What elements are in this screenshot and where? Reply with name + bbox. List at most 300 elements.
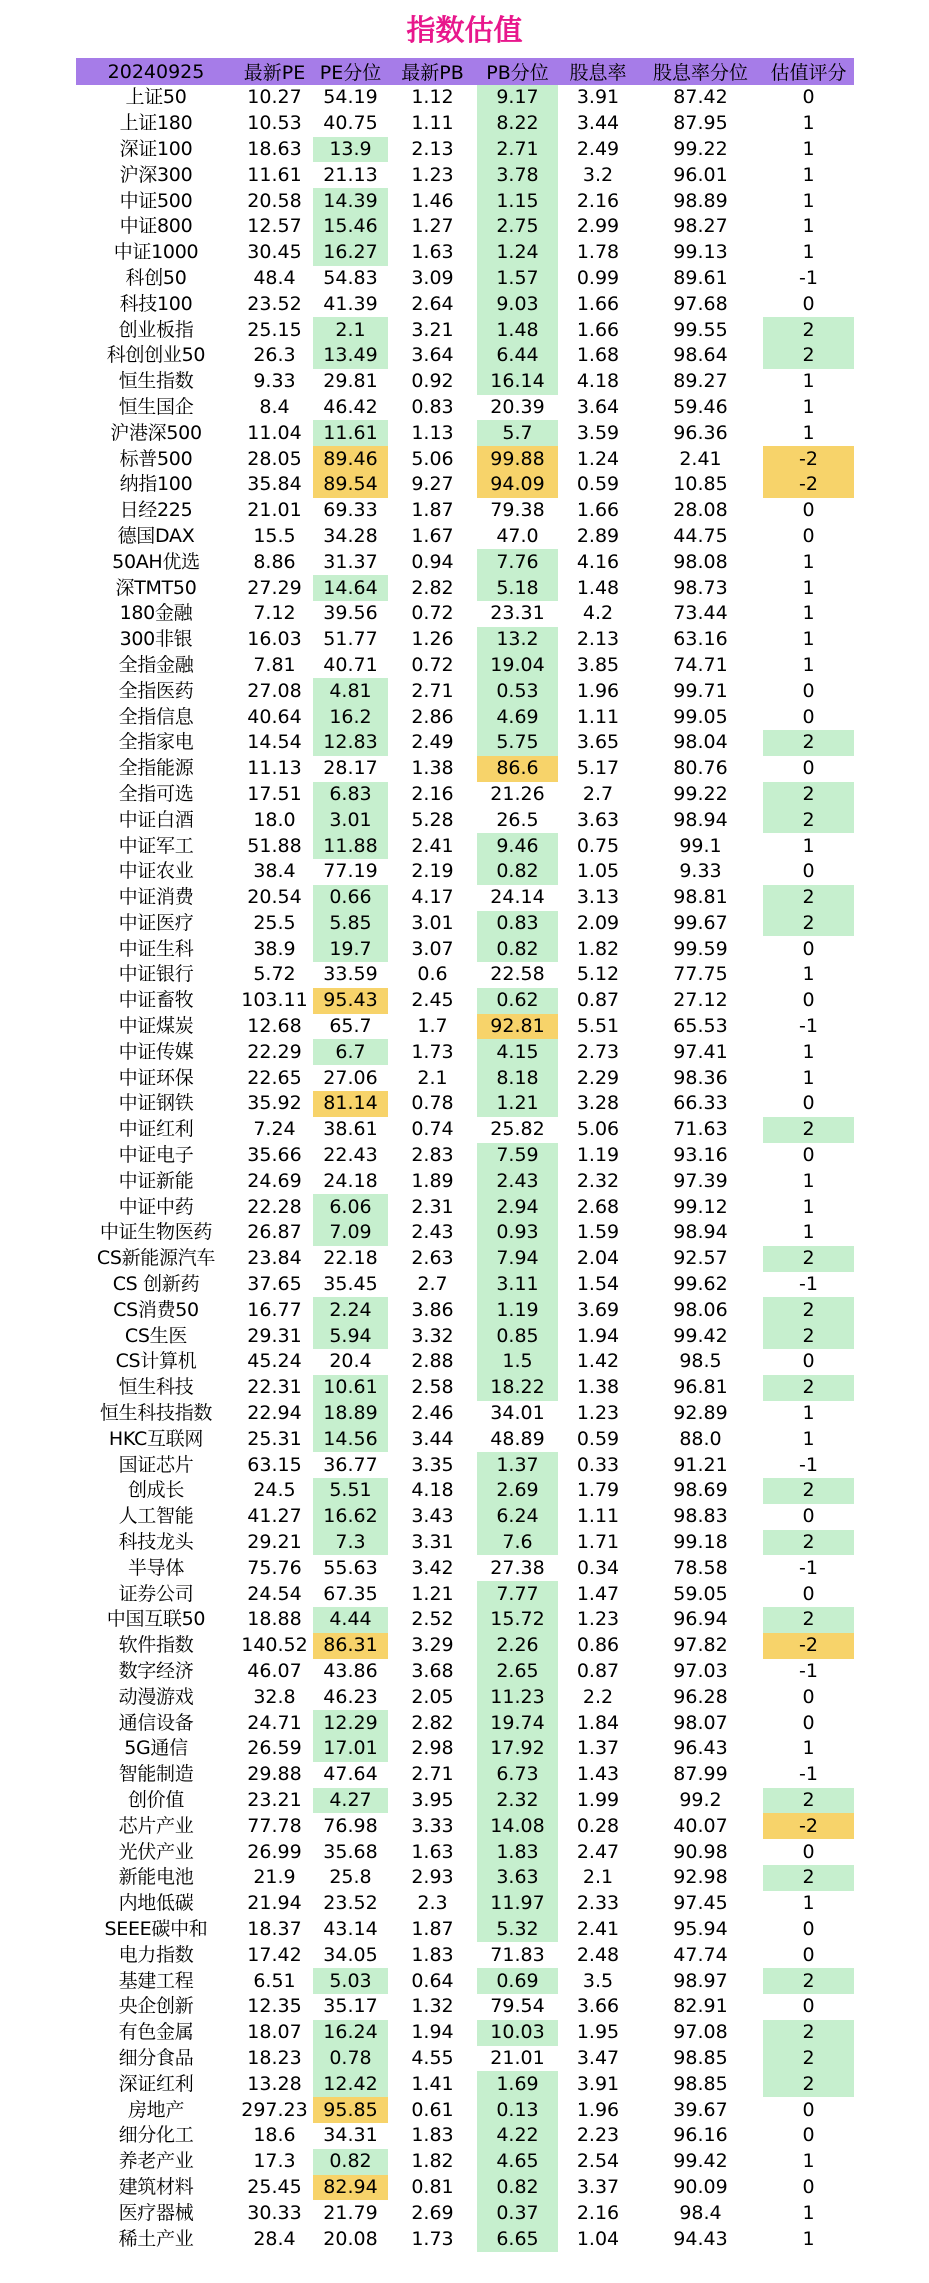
latest-pe-cell: 46.07 (247, 1660, 302, 1682)
latest-pe-cell: 22.65 (247, 1066, 302, 1089)
index-name-cell: 深TMT50 (115, 576, 197, 599)
pe-percentile-cell: 2.24 (313, 1297, 388, 1323)
latest-pb-cell: 3.86 (411, 1298, 454, 1321)
table-row (76, 1117, 854, 1143)
table-row (76, 859, 854, 885)
latest-pe-cell: 21.9 (253, 1866, 296, 1889)
index-name-cell: 中证煤炭 (118, 1015, 194, 1038)
valuation-score-cell: 0 (802, 86, 815, 109)
table-row (76, 1942, 854, 1968)
index-name-cell: 芯片产业 (118, 1814, 194, 1837)
table-row (76, 1504, 854, 1530)
table-row (76, 2200, 854, 2226)
latest-pb-cell: 4.18 (411, 1479, 454, 1502)
pb-percentile-cell: 10.03 (477, 2020, 558, 2046)
header-row (76, 58, 854, 85)
pb-percentile-cell: 1.21 (477, 1091, 558, 1117)
valuation-score-cell: -2 (763, 1813, 854, 1839)
index-name-cell: 全指信息 (118, 705, 194, 728)
table-row (76, 266, 854, 292)
table-row (76, 962, 854, 988)
table-row (76, 137, 854, 163)
index-name-cell: 中证500 (119, 189, 193, 212)
latest-pe-cell: 5.72 (253, 963, 296, 986)
pe-percentile-cell: 25.8 (329, 1866, 372, 1889)
pe-percentile-cell: 14.39 (313, 188, 388, 214)
pe-percentile-cell: 18.89 (313, 1401, 388, 1427)
dividend-yield-cell: 0.59 (576, 473, 620, 496)
valuation-score-cell: 2 (763, 1788, 854, 1814)
index-name-cell: 中证1000 (113, 241, 199, 264)
dividend-percentile-cell: 96.01 (673, 163, 728, 186)
latest-pe-cell: 10.27 (247, 86, 302, 109)
pe-percentile-cell: 47.64 (323, 1763, 378, 1786)
dividend-yield-cell: 3.66 (576, 1995, 620, 2018)
pe-percentile-cell: 34.28 (323, 524, 378, 547)
dividend-percentile-cell: 99.22 (673, 137, 728, 160)
valuation-score-cell: 2 (763, 782, 854, 808)
valuation-score-cell: 1 (802, 1892, 815, 1915)
index-name-cell: 稀土产业 (118, 2227, 194, 2250)
table-row (76, 2071, 854, 2097)
latest-pe-cell: 18.07 (247, 2021, 302, 2044)
pe-percentile-cell: 22.18 (323, 1247, 378, 1270)
index-name-cell: 创成长 (127, 1479, 185, 1502)
dividend-percentile-cell: 98.04 (673, 731, 728, 754)
pe-percentile-cell: 10.61 (313, 1375, 388, 1401)
latest-pb-cell: 1.83 (411, 1943, 454, 1966)
valuation-score-cell: 0 (802, 679, 815, 702)
valuation-score-cell: 1 (802, 215, 815, 238)
latest-pb-cell: 1.73 (411, 1040, 454, 1063)
index-name-cell: 恒生指数 (118, 370, 194, 393)
pb-percentile-cell: 0.53 (477, 678, 558, 704)
latest-pb-cell: 2.88 (411, 1350, 454, 1373)
table-row (76, 343, 854, 369)
index-name-cell: 数字经济 (118, 1660, 194, 1682)
valuation-score-cell: -2 (763, 472, 854, 498)
table-row (76, 1478, 854, 1504)
pb-percentile-cell: 6.65 (477, 2226, 558, 2252)
pb-percentile-cell: 2.43 (477, 1168, 558, 1194)
pe-percentile-cell: 29.81 (323, 370, 378, 393)
pb-percentile-cell: 2.65 (477, 1659, 558, 1685)
latest-pe-cell: 51.88 (247, 834, 302, 857)
latest-pb-cell: 2.98 (411, 1737, 454, 1760)
latest-pb-cell: 1.82 (411, 2150, 454, 2173)
table-row (76, 188, 854, 214)
pe-percentile-cell: 43.86 (323, 1660, 378, 1682)
pe-percentile-cell: 19.7 (313, 936, 388, 962)
latest-pb-cell: 2.82 (411, 576, 454, 599)
latest-pe-cell: 8.86 (253, 550, 296, 573)
index-name-cell: 中证军工 (118, 834, 194, 857)
pb-percentile-cell: 21.01 (490, 2046, 545, 2069)
pb-percentile-cell: 19.74 (477, 1710, 558, 1736)
latest-pb-cell: 3.21 (411, 318, 454, 341)
latest-pb-cell: 0.72 (411, 653, 454, 676)
dividend-percentile-cell: 98.36 (673, 1066, 728, 1089)
latest-pe-cell: 21.94 (247, 1892, 302, 1915)
dividend-percentile-cell: 59.05 (673, 1582, 728, 1605)
dividend-yield-cell: 1.43 (576, 1763, 620, 1786)
valuation-score-cell: 0 (802, 2175, 815, 2198)
dividend-percentile-cell: 99.67 (673, 911, 728, 934)
valuation-score-cell: 1 (802, 370, 815, 393)
dividend-yield-cell: 2.73 (576, 1040, 620, 1063)
latest-pb-cell: 3.31 (411, 1531, 454, 1554)
dividend-yield-cell: 2.48 (576, 1943, 620, 1966)
latest-pb-cell: 0.81 (411, 2175, 454, 2198)
table-row (76, 1659, 854, 1685)
latest-pb-cell: 2.7 (417, 1273, 448, 1296)
dividend-yield-cell: 1.68 (576, 344, 620, 367)
pb-percentile-cell: 94.09 (477, 472, 558, 498)
pb-percentile-cell: 14.08 (477, 1813, 558, 1839)
pb-percentile-cell: 0.13 (477, 2097, 558, 2123)
dividend-yield-cell: 1.59 (576, 1221, 620, 1244)
dividend-percentile-cell: 98.85 (673, 2072, 728, 2095)
latest-pb-cell: 3.29 (411, 1634, 454, 1657)
dividend-yield-cell: 2.04 (576, 1247, 620, 1270)
latest-pb-cell: 1.12 (411, 86, 454, 109)
table-body (76, 85, 854, 2252)
dividend-percentile-cell: 65.53 (673, 1015, 728, 1038)
dividend-percentile-cell: 63.16 (673, 628, 728, 651)
dividend-percentile-cell: 92.57 (673, 1247, 728, 1270)
latest-pb-cell: 3.44 (411, 1427, 454, 1450)
valuation-score-cell: 0 (802, 937, 815, 960)
valuation-score-cell: -2 (763, 1633, 854, 1659)
dividend-yield-cell: 0.34 (576, 1556, 620, 1579)
pb-percentile-cell: 1.5 (477, 1349, 558, 1375)
table-row (76, 1994, 854, 2020)
table-row (76, 1194, 854, 1220)
index-name-cell: 标普500 (119, 447, 193, 470)
pe-percentile-cell: 89.54 (313, 472, 388, 498)
dividend-percentile-cell: 74.71 (673, 653, 728, 676)
valuation-score-cell: 2 (763, 1530, 854, 1556)
pb-percentile-cell: 19.04 (477, 653, 558, 679)
latest-pe-cell: 12.35 (247, 1995, 302, 2018)
valuation-score-cell: 0 (802, 1995, 815, 2018)
dividend-yield-cell: 1.11 (576, 1505, 620, 1528)
dividend-yield-cell: 1.11 (576, 705, 620, 728)
table-row (76, 988, 854, 1014)
table-row (76, 936, 854, 962)
table-row (76, 1710, 854, 1736)
pb-percentile-cell: 8.18 (477, 1065, 558, 1091)
dividend-yield-cell: 1.79 (576, 1479, 620, 1502)
latest-pb-cell: 2.63 (411, 1247, 454, 1270)
latest-pe-cell: 38.9 (253, 937, 296, 960)
pb-percentile-cell: 2.94 (477, 1194, 558, 1220)
table-row (76, 1813, 854, 1839)
dividend-percentile-cell: 97.82 (673, 1634, 728, 1657)
dividend-yield-cell: 1.54 (576, 1273, 620, 1296)
latest-pe-cell: 103.11 (241, 989, 308, 1012)
latest-pb-cell: 1.13 (411, 421, 454, 444)
dividend-percentile-cell: 82.91 (673, 1995, 728, 2018)
pe-percentile-cell: 16.24 (313, 2020, 388, 2046)
index-name-cell: 沪深300 (119, 163, 193, 186)
pe-percentile-cell: 3.01 (313, 807, 388, 833)
latest-pe-cell: 7.81 (253, 653, 296, 676)
index-name-cell: 恒生科技 (118, 1376, 194, 1399)
valuation-score-cell: 1 (802, 163, 815, 186)
index-name-cell: 细分食品 (118, 2046, 194, 2069)
dividend-percentile-cell: 39.67 (673, 2098, 728, 2121)
dividend-yield-cell: 2.47 (576, 1840, 620, 1863)
latest-pe-cell: 18.23 (247, 2046, 302, 2069)
latest-pb-cell: 2.45 (411, 989, 454, 1012)
valuation-score-cell: 2 (763, 317, 854, 343)
valuation-score-cell: 1 (802, 1402, 815, 1425)
latest-pb-cell: 4.55 (411, 2046, 454, 2069)
latest-pe-cell: 22.31 (247, 1376, 302, 1399)
pe-percentile-cell: 5.85 (313, 911, 388, 937)
latest-pe-cell: 17.51 (247, 782, 302, 805)
dividend-yield-cell: 3.59 (576, 421, 620, 444)
index-name-cell: 科技100 (119, 292, 193, 315)
dividend-percentile-cell: 98.07 (673, 1711, 728, 1734)
dividend-yield-cell: 3.2 (582, 163, 614, 186)
pe-percentile-cell: 6.06 (313, 1194, 388, 1220)
pe-percentile-cell: 0.78 (313, 2046, 388, 2072)
latest-pb-cell: 2.13 (411, 137, 454, 160)
latest-pe-cell: 24.54 (247, 1582, 302, 1605)
valuation-score-cell: 2 (763, 2071, 854, 2097)
latest-pb-cell: 2.1 (417, 1066, 448, 1089)
index-name-cell: 央企创新 (118, 1995, 194, 2018)
latest-pe-cell: 16.77 (247, 1298, 302, 1321)
pb-percentile-cell: 0.69 (477, 1968, 558, 1994)
pb-percentile-cell: 48.89 (490, 1427, 545, 1450)
table-row (76, 730, 854, 756)
valuation-score-cell: 0 (802, 1685, 815, 1708)
dividend-yield-cell: 3.5 (582, 1969, 614, 1992)
pb-percentile-cell: 7.77 (477, 1581, 558, 1607)
index-name-cell: 深证100 (119, 137, 193, 160)
latest-pb-cell: 1.89 (411, 1169, 454, 1192)
pe-percentile-cell: 35.45 (323, 1273, 378, 1296)
index-name-cell: 全指医药 (118, 679, 194, 702)
dividend-percentile-cell: 98.83 (673, 1505, 728, 1528)
dividend-yield-cell: 2.09 (576, 911, 620, 934)
dividend-yield-cell: 1.94 (576, 1324, 620, 1347)
latest-pe-cell: 297.23 (241, 2098, 308, 2121)
valuation-score-cell: 1 (802, 1040, 815, 1063)
table-row (76, 1220, 854, 1246)
dividend-percentile-cell: 99.18 (673, 1531, 728, 1554)
dividend-percentile-cell: 99.05 (673, 705, 728, 728)
valuation-score-cell: 1 (802, 189, 815, 212)
dividend-percentile-cell: 44.75 (673, 524, 728, 547)
valuation-score-cell: 1 (802, 602, 815, 625)
dividend-yield-cell: 2.1 (582, 1866, 614, 1889)
table-row (76, 214, 854, 240)
latest-pb-cell: 4.17 (411, 886, 454, 909)
valuation-score-cell: 1 (802, 112, 815, 135)
table-row (76, 549, 854, 575)
dividend-percentile-cell: 94.43 (673, 2227, 728, 2250)
latest-pe-cell: 12.68 (247, 1015, 302, 1038)
dividend-percentile-cell: 47.74 (673, 1943, 728, 1966)
dividend-percentile-cell: 98.97 (673, 1969, 728, 1992)
table-row (76, 2046, 854, 2072)
pb-percentile-cell: 4.65 (477, 2149, 558, 2175)
table-row (76, 756, 854, 782)
dividend-percentile-cell: 98.64 (673, 344, 728, 367)
table-row (76, 1065, 854, 1091)
latest-pe-cell: 40.64 (247, 705, 302, 728)
valuation-score-cell: 2 (763, 1323, 854, 1349)
pb-percentile-cell: 11.23 (477, 1684, 558, 1710)
latest-pe-cell: 23.84 (247, 1247, 302, 1270)
index-name-cell: 德国DAX (117, 524, 195, 547)
valuation-score-cell: 1 (802, 628, 815, 651)
pe-percentile-cell: 7.3 (313, 1530, 388, 1556)
dividend-yield-cell: 5.12 (576, 963, 620, 986)
valuation-score-cell: 1 (802, 2227, 815, 2250)
dividend-yield-cell: 1.84 (576, 1711, 620, 1734)
index-name-cell: 中证中药 (118, 1195, 194, 1218)
pb-percentile-cell: 0.93 (477, 1220, 558, 1246)
pe-percentile-cell: 31.37 (323, 550, 378, 573)
dividend-yield-cell: 3.91 (576, 86, 620, 109)
table-row (76, 1375, 854, 1401)
index-name-cell: 180金融 (119, 602, 193, 625)
table-row (76, 1272, 854, 1298)
dividend-yield-cell: 3.64 (576, 395, 620, 418)
table-row (76, 1917, 854, 1943)
table-row (76, 601, 854, 627)
latest-pe-cell: 7.24 (253, 1118, 296, 1141)
valuation-score-cell: 1 (802, 550, 815, 573)
pe-percentile-cell: 0.82 (313, 2149, 388, 2175)
pe-percentile-cell: 46.23 (323, 1685, 378, 1708)
pb-percentile-cell: 0.82 (477, 859, 558, 885)
latest-pb-cell: 1.63 (411, 1840, 454, 1863)
index-name-cell: 养老产业 (118, 2150, 194, 2173)
pe-percentile-cell: 11.88 (313, 833, 388, 859)
dividend-percentile-cell: 98.27 (673, 215, 728, 238)
index-name-cell: 沪港深500 (110, 421, 202, 444)
latest-pb-cell: 2.31 (411, 1195, 454, 1218)
dividend-yield-cell: 2.23 (576, 2124, 620, 2147)
latest-pe-cell: 25.45 (247, 2175, 302, 2198)
latest-pb-cell: 2.86 (411, 705, 454, 728)
pb-percentile-cell: 2.32 (477, 1788, 558, 1814)
latest-pe-cell: 22.94 (247, 1402, 302, 1425)
pe-percentile-cell: 5.94 (313, 1323, 388, 1349)
pb-percentile-cell: 11.97 (477, 1891, 558, 1917)
dividend-yield-cell: 3.69 (576, 1298, 620, 1321)
dividend-yield-cell: 2.68 (576, 1195, 620, 1218)
table-row (76, 2123, 854, 2149)
dividend-percentile-cell: 71.63 (673, 1118, 728, 1141)
latest-pb-cell: 2.05 (411, 1685, 454, 1708)
index-name-cell: 全指金融 (118, 653, 194, 676)
latest-pe-cell: 35.66 (247, 1144, 302, 1167)
latest-pb-cell: 2.19 (411, 860, 454, 883)
dividend-yield-cell: 2.89 (576, 524, 620, 547)
latest-pe-cell: 27.08 (247, 679, 302, 702)
valuation-score-cell: 0 (802, 989, 815, 1012)
dividend-percentile-cell: 99.42 (673, 2150, 728, 2173)
header-dividend-yield: 股息率 (558, 58, 638, 85)
dividend-yield-cell: 1.71 (576, 1531, 620, 1554)
latest-pe-cell: 12.57 (247, 215, 302, 238)
dividend-yield-cell: 0.99 (576, 266, 620, 289)
index-name-cell: 5G通信 (124, 1737, 188, 1760)
index-name-cell: 创价值 (127, 1788, 185, 1811)
latest-pe-cell: 28.4 (253, 2227, 296, 2250)
dividend-yield-cell: 1.48 (576, 576, 620, 599)
latest-pe-cell: 21.01 (247, 499, 302, 522)
pe-percentile-cell: 2.1 (313, 317, 388, 343)
table-row (76, 1401, 854, 1427)
dividend-percentile-cell: 90.98 (673, 1840, 728, 1863)
pb-percentile-cell: 0.37 (477, 2200, 558, 2226)
pb-percentile-cell: 25.82 (490, 1118, 545, 1141)
valuation-score-cell: 0 (802, 1917, 815, 1940)
header-pe-percentile: PE分位 (313, 58, 388, 85)
table-row (76, 1788, 854, 1814)
dividend-percentile-cell: 99.62 (673, 1273, 728, 1296)
valuation-score-cell: -1 (799, 1556, 818, 1579)
pe-percentile-cell: 40.75 (323, 112, 378, 135)
valuation-score-cell: 0 (802, 1840, 815, 1863)
dividend-percentile-cell: 87.42 (673, 86, 728, 109)
pb-percentile-cell: 5.75 (477, 730, 558, 756)
latest-pe-cell: 6.51 (253, 1969, 296, 1992)
index-name-cell: 日经225 (119, 499, 193, 522)
table-row (76, 653, 854, 679)
table-row (76, 111, 854, 137)
pe-percentile-cell: 28.17 (323, 757, 378, 780)
latest-pb-cell: 2.58 (411, 1376, 454, 1399)
dividend-percentile-cell: 10.85 (673, 473, 728, 496)
dividend-percentile-cell: 99.59 (673, 937, 728, 960)
pe-percentile-cell: 4.44 (313, 1607, 388, 1633)
index-name-cell: 软件指数 (118, 1634, 194, 1657)
latest-pb-cell: 0.72 (411, 602, 454, 625)
dividend-percentile-cell: 92.89 (673, 1402, 728, 1425)
table-row (76, 1452, 854, 1478)
pb-percentile-cell: 9.17 (477, 85, 558, 111)
pe-percentile-cell: 17.01 (313, 1736, 388, 1762)
latest-pe-cell: 11.61 (247, 163, 302, 186)
index-name-cell: 中证消费 (118, 886, 194, 909)
index-name-cell: 科创50 (125, 266, 187, 289)
latest-pb-cell: 3.95 (411, 1788, 454, 1811)
pe-percentile-cell: 14.56 (313, 1426, 388, 1452)
pb-percentile-cell: 4.69 (477, 704, 558, 730)
pe-percentile-cell: 12.83 (313, 730, 388, 756)
table-row (76, 498, 854, 524)
latest-pe-cell: 26.87 (247, 1221, 302, 1244)
pb-percentile-cell: 1.19 (477, 1297, 558, 1323)
pb-percentile-cell: 86.6 (477, 756, 558, 782)
pb-percentile-cell: 1.24 (477, 240, 558, 266)
dividend-yield-cell: 1.04 (576, 2227, 620, 2250)
valuation-score-cell: 0 (802, 524, 815, 547)
pb-percentile-cell: 4.15 (477, 1039, 558, 1065)
pb-percentile-cell: 47.0 (496, 524, 539, 547)
pb-percentile-cell: 9.46 (477, 833, 558, 859)
valuation-score-cell: -1 (799, 1273, 818, 1296)
